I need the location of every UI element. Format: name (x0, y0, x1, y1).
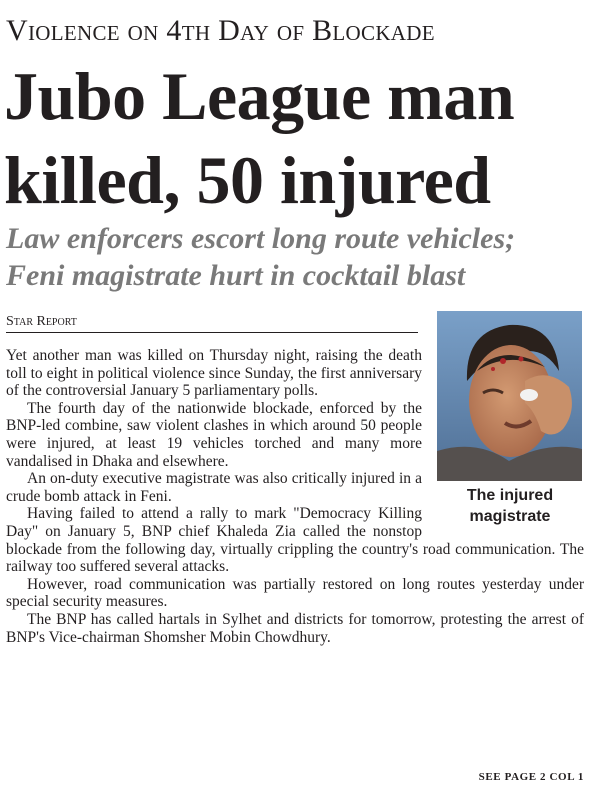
continuation-reference: SEE PAGE 2 COL 1 (478, 771, 584, 783)
byline: Star Report (6, 314, 77, 329)
deck-line-1: Law enforcers escort long route vehicles; (6, 222, 516, 255)
caption-line-1: The injured (466, 487, 554, 504)
article-deck (6, 220, 598, 294)
headline-line-1: Jubo League man (4, 58, 515, 134)
body-paragraph: The BNP has called hartals in Sylhet and districts for tomorrow, protesting the arrest of BNP's Vice-chairman Shomsher Mobin Chowdhury. (6, 610, 584, 646)
body-paragraph: Having failed to attend a rally to mark "Democracy Killing Day" on January 5, BNP chief Khaleda Zia called the nonstop blockade from the following day, virtually crippling the country's road communication. The railway too suffered several attacks. (6, 505, 584, 576)
byline-divider (6, 332, 418, 333)
caption-line-2: magistrate (469, 508, 551, 525)
article-body (6, 347, 584, 646)
article-kicker: Violence on 4th Day of Blockade (6, 14, 435, 47)
body-paragraph: The fourth day of the nationwide blockade, enforced by the BNP-led combine, saw violent clashes in which around 50 people were injured, at least 19 vehicles torched and many more vandalised in Dhaka and elsewhere. (6, 399, 422, 470)
headline-line-2: killed, 50 injured (4, 142, 491, 218)
body-paragraph: Yet another man was killed on Thursday night, raising the death toll to eight in political violence since Sunday, the first anniversary of the controversial January 5 parliamentary polls. (6, 347, 422, 400)
body-paragraph: An on-duty executive magistrate was also critically injured in a crude bomb attack in Feni. (6, 470, 422, 505)
body-paragraph: However, road communication was partially restored on long routes yesterday under special security measures. (6, 575, 584, 611)
photo-wrap-spacer (422, 347, 584, 530)
deck-line-2: Feni magistrate hurt in cocktail blast (6, 259, 466, 292)
article-headline (4, 54, 598, 222)
